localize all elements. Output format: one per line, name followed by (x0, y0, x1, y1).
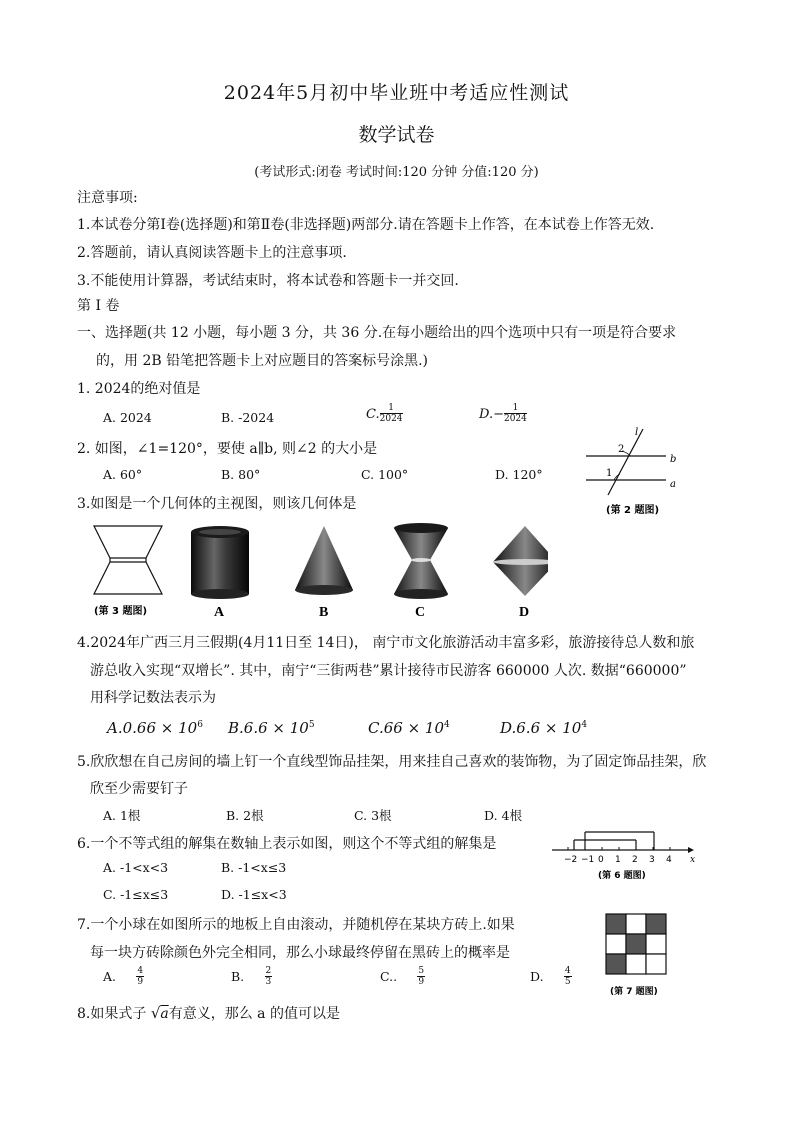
axis-tick-label: 3 (649, 855, 655, 865)
question-4-line: 4.2024年广西三月三假期(4月11日至 14日)， 南宁市文化旅游活动丰富多彩，旅游接待总人数和旅 (77, 635, 695, 651)
q1-option-d: D.− $\frac{1}{2024}$ (479, 403, 527, 424)
axis-arrow (688, 847, 694, 853)
axis-tick-label: −2 (564, 855, 578, 865)
q4-option-a: $A.0.66 \times 10^6$ (107, 719, 203, 737)
white-tile (606, 934, 626, 954)
label-l: l (635, 427, 639, 438)
white-tile (626, 954, 646, 974)
figure-caption: (第 2 题图) (606, 505, 660, 516)
notice-item: 2.答题前，请认真阅读答题卡上的注意事项. (77, 245, 347, 261)
question-7-line: 7.一个小球在如图所示的地板上自由滚动，并随机停在某块方砖上.如果 (77, 917, 515, 933)
axis-tick-label: 0 (598, 855, 604, 865)
section-instructions: 的，用 2B 铅笔把答题卡上对应题目的答案标号涂黑.) (96, 353, 429, 369)
q5-option-c: C. 3根 (354, 808, 392, 823)
label-b: b (670, 454, 677, 465)
option-a-cylinder (191, 526, 249, 599)
black-tile (626, 934, 646, 954)
black-tile (606, 954, 626, 974)
front-view-outline (94, 526, 162, 594)
question-5-line: 欣至少需要钉子 (90, 781, 188, 797)
label-angle-2: 2 (618, 444, 625, 455)
label-angle-1: 1 (606, 468, 613, 479)
option-label-a: A (214, 605, 225, 620)
q6-option-c: C. -1≤x≤3 (103, 887, 169, 902)
q1-option-c: C. $\frac{1}{2024}$ (366, 403, 403, 424)
black-tile (646, 914, 666, 934)
option-b-cone (295, 526, 353, 595)
q6-number-line-figure (548, 826, 698, 882)
q7-option-a: A. $\frac{4}{9}$ (103, 966, 144, 987)
q2-option-b: B. 80° (221, 467, 261, 482)
option-label-b: B (319, 605, 329, 620)
q5-option-d: D. 4根 (484, 808, 522, 823)
line-l (608, 429, 643, 495)
white-tile (646, 954, 666, 974)
question-6-stem: 6.一个不等式组的解集在数轴上表示如图，则这个不等式组的解集是 (77, 836, 497, 852)
tile-grid (606, 914, 666, 974)
q2-option-d: D. 120° (495, 467, 543, 482)
question-5-line: 5.欣欣想在自己房间的墙上钉一个直线型饰品挂架，用来挂自己喜欢的装饰物，为了固定饰品挂架，欣 (77, 754, 707, 770)
option-label-c: C (415, 605, 426, 620)
q5-option-a: A. 1根 (103, 808, 141, 823)
question-2-stem: 2. 如图，∠1=120°，要使 a∥b, 则∠2 的大小是 (77, 441, 378, 457)
notice-item: 1.本试卷分第Ⅰ卷(选择题)和第Ⅱ卷(非选择题)两部分.请在答题卡上作答，在本试卷上作答无效. (77, 217, 655, 233)
axis-label-x: x (690, 855, 696, 865)
q6-option-b: B. -1<x≤3 (221, 860, 287, 875)
black-tile (606, 914, 626, 934)
q2-option-c: C. 100° (361, 467, 409, 482)
q2-parallel-lines-figure (580, 425, 690, 520)
question-7-line: 每一块方砖除颜色外完全相同，那么小球最终停留在黑砖上的概率是 (90, 945, 510, 961)
q7-option-b: B. $\frac{2}{3}$ (231, 966, 272, 987)
q1-option-b: B. -2024 (221, 410, 275, 425)
white-tile (626, 914, 646, 934)
q7-option-d: D. $\frac{4}{5}$ (530, 966, 571, 987)
q4-option-b: $B.6.6 \times 10^5$ (228, 719, 315, 737)
q7-option-c: C.. $\frac{5}{9}$ (380, 966, 425, 987)
axis-tick-label: 1 (615, 855, 621, 865)
question-4-line: 游总收入实现“双增长”. 其中，南宁“三街两巷”累计接待市民游客 660000 人次. 数据“660000” (90, 663, 687, 679)
option-c-hourglass (394, 523, 448, 599)
q7-tile-grid-figure (600, 910, 680, 1000)
part-heading: 第 Ⅰ 卷 (77, 298, 120, 314)
question-4-line: 用科学记数法表示为 (90, 690, 216, 706)
section-instructions: 一、选择题(共 12 小题，每小题 3 分，共 36 分.在每小题给出的四个选项中只有一项是符合要求 (77, 325, 677, 341)
notice-item: 3.不能使用计算器，考试结束时，将本试卷和答题卡一并交回. (77, 273, 459, 289)
axis-tick-label: 2 (632, 855, 638, 865)
notice-heading: 注意事项: (77, 190, 138, 206)
figure-caption: (第 3 题图) (94, 606, 148, 617)
q1-option-a: A. 2024 (103, 410, 152, 425)
option-d-double-cone (493, 526, 548, 596)
question-3-stem: 3.如图是一个几何体的主视图，则该几何体是 (77, 496, 357, 512)
white-tile (646, 934, 666, 954)
q4-option-d: $D.6.6 \times 10^4$ (500, 719, 588, 737)
label-a: a (670, 479, 676, 490)
option-label-d: D (519, 605, 530, 620)
q3-solids-figure (88, 522, 548, 622)
axis-tick-label: 4 (666, 855, 672, 865)
q2-option-a: A. 60° (103, 467, 143, 482)
question-1-stem: 1. 2024的绝对值是 (77, 381, 201, 397)
figure-caption: (第 6 题图) (598, 871, 646, 881)
q4-option-c: $C.66 \times 10^4$ (368, 719, 450, 737)
figure-caption: (第 7 题图) (610, 987, 658, 997)
q5-option-b: B. 2根 (226, 808, 264, 823)
axis-tick-label: −1 (581, 855, 595, 865)
question-8-stem: 8.如果式子 √a有意义，那么 a 的值可以是 (77, 1004, 340, 1022)
exam-title: 2024年5月初中毕业班中考适应性测试 (223, 82, 570, 104)
exam-info: (考试形式:闭卷 考试时间:120 分钟 分值:120 分) (254, 165, 539, 180)
q6-option-a: A. -1<x<3 (103, 860, 169, 875)
subject-title: 数学试卷 (358, 124, 435, 146)
q6-option-d: D. -1≤x<3 (221, 887, 287, 902)
